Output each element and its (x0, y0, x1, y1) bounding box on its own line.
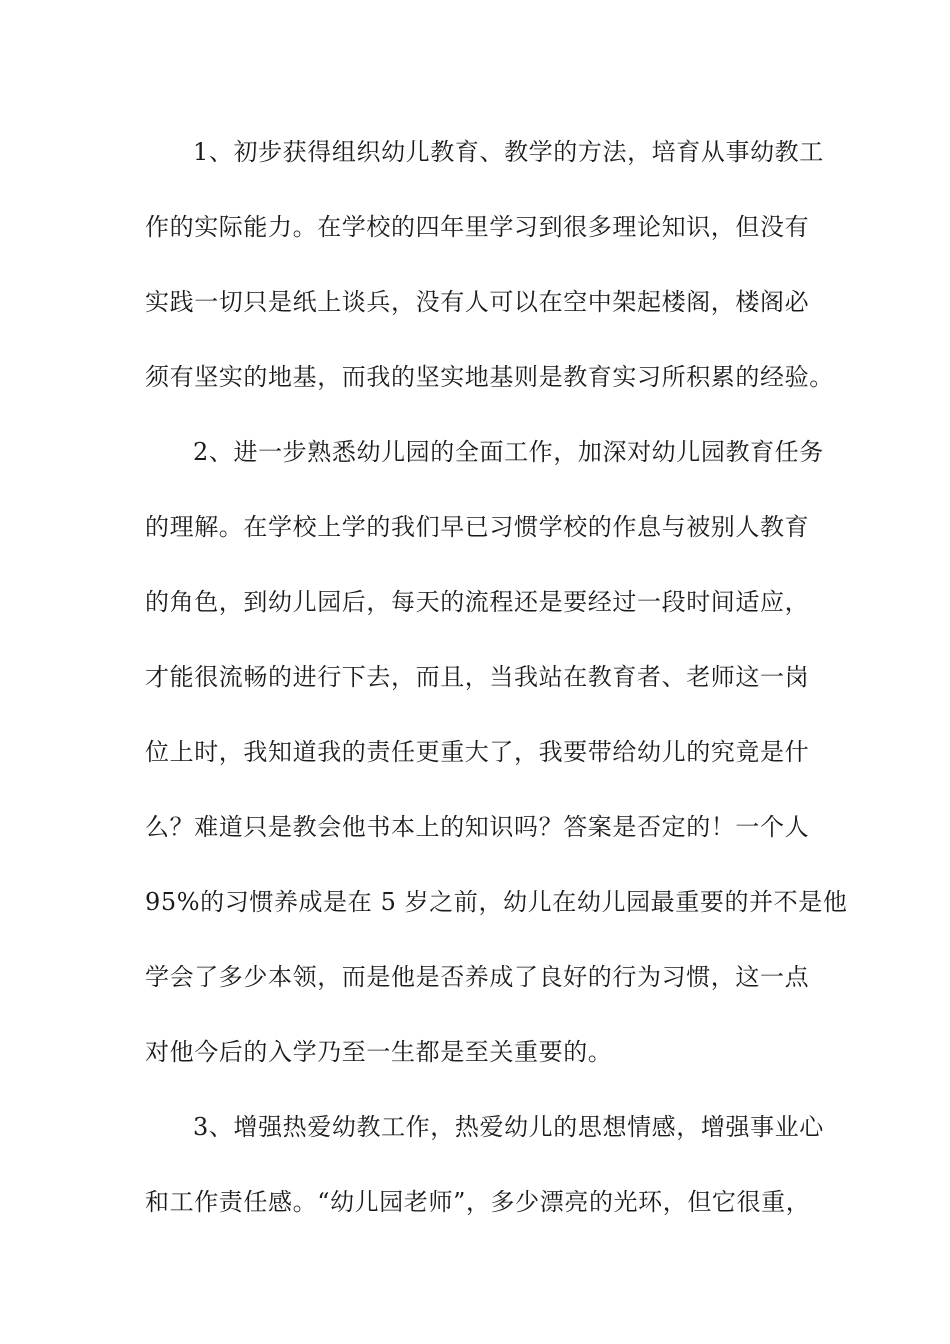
paragraph-2-line-5: 位上时，我知道我的责任更重大了，我要带给幼儿的究竟是什 (145, 738, 810, 766)
paragraph-3-line-2: 和工作责任感。“幼儿园老师”，多少漂亮的光环，但它很重， (145, 1188, 811, 1216)
paragraph-2-line-8: 学会了多少本领，而是他是否养成了良好的行为习惯，这一点 (145, 963, 810, 991)
paragraph-2-line-9: 对他今后的入学乃至一生都是至关重要的。 (145, 1038, 613, 1066)
paragraph-2-line-1: 2、进一步熟悉幼儿园的全面工作，加深对幼儿园教育任务 (193, 438, 824, 466)
paragraph-2-line-6: 么？难道只是教会他书本上的知识吗？答案是否定的！一个人 (145, 813, 810, 841)
paragraph-2-line-2: 的理解。在学校上学的我们早已习惯学校的作息与被别人教育 (145, 513, 810, 541)
paragraph-1-line-3: 实践一切只是纸上谈兵，没有人可以在空中架起楼阁，楼阁必 (145, 288, 810, 316)
paragraph-1-line-2: 作的实际能力。在学校的四年里学习到很多理论知识，但没有 (145, 213, 810, 241)
paragraph-2-line-4: 才能很流畅的进行下去，而且，当我站在教育者、老师这一岗 (145, 663, 810, 691)
paragraph-1-line-1: 1、初步获得组织幼儿教育、教学的方法，培育从事幼教工 (193, 138, 824, 166)
paragraph-3-line-1: 3、增强热爱幼教工作，热爱幼儿的思想情感，增强事业心 (193, 1113, 824, 1141)
paragraph-2-line-7: 95%的习惯养成是在 5 岁之前，幼儿在幼儿园最重要的并不是他 (145, 888, 848, 916)
paragraph-2-line-3: 的角色，到幼儿园后，每天的流程还是要经过一段时间适应， (145, 588, 810, 616)
paragraph-1-line-4: 须有坚实的地基，而我的坚实地基则是教育实习所积累的经验。 (145, 363, 834, 391)
